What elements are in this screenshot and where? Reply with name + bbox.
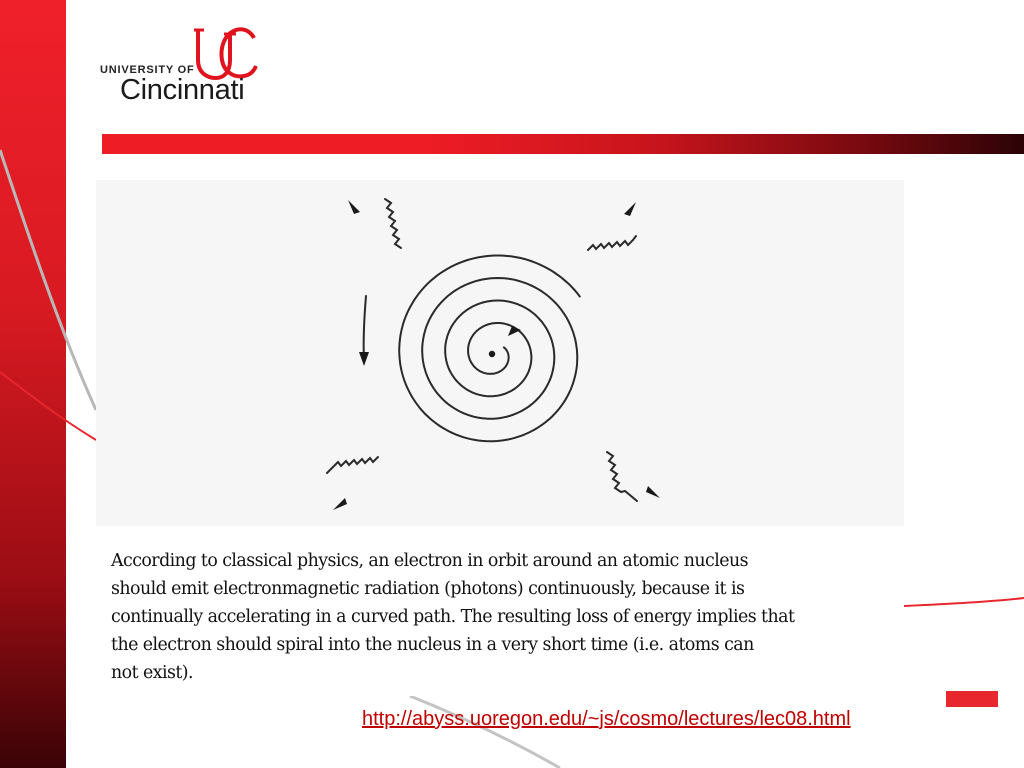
source-link[interactable]: http://abyss.uoregon.edu/~js/cosmo/lectures/lec08.html xyxy=(362,708,851,730)
arrowhead-icon xyxy=(624,202,636,216)
photon-wave-arrow-icon xyxy=(607,452,637,501)
infall-arrow-line xyxy=(364,296,366,360)
photon-wave-arrow-icon xyxy=(385,199,401,248)
red-accent-block xyxy=(946,691,998,707)
arrowhead-icon xyxy=(359,352,369,366)
photon-wave-arrow-icon xyxy=(327,457,378,473)
university-logo xyxy=(100,26,280,110)
grey-swoosh-left xyxy=(0,150,96,410)
uc-monogram-icon xyxy=(194,26,258,80)
grey-swoosh-bottom xyxy=(410,696,560,768)
spiral-orbit-figure xyxy=(96,180,904,526)
red-swoosh-left xyxy=(0,372,96,440)
header-gradient-bar xyxy=(102,134,1024,154)
caption-text: According to classical physics, an electron in orbit around an atomic nucleus should emit electronmagnetic radiation (photons) continuously, because it is continually accelerating in a curved path. The resulting loss of energy implies that the electron should spiral into the nucleus in a very short time (i.e. atoms can not exist). xyxy=(111,551,795,683)
arrowhead-icon xyxy=(333,498,347,510)
logo-university-of: UNIVERSITY OF xyxy=(100,64,195,76)
logo-cincinnati: Cincinnati xyxy=(120,74,245,106)
arrowhead-icon xyxy=(348,200,360,214)
red-swoosh-right xyxy=(904,598,1024,606)
photon-wave-arrow-icon xyxy=(588,236,636,250)
spiral-orbit-icon xyxy=(399,256,580,442)
nucleus-dot-icon xyxy=(489,351,495,357)
arrowhead-icon xyxy=(646,486,660,498)
